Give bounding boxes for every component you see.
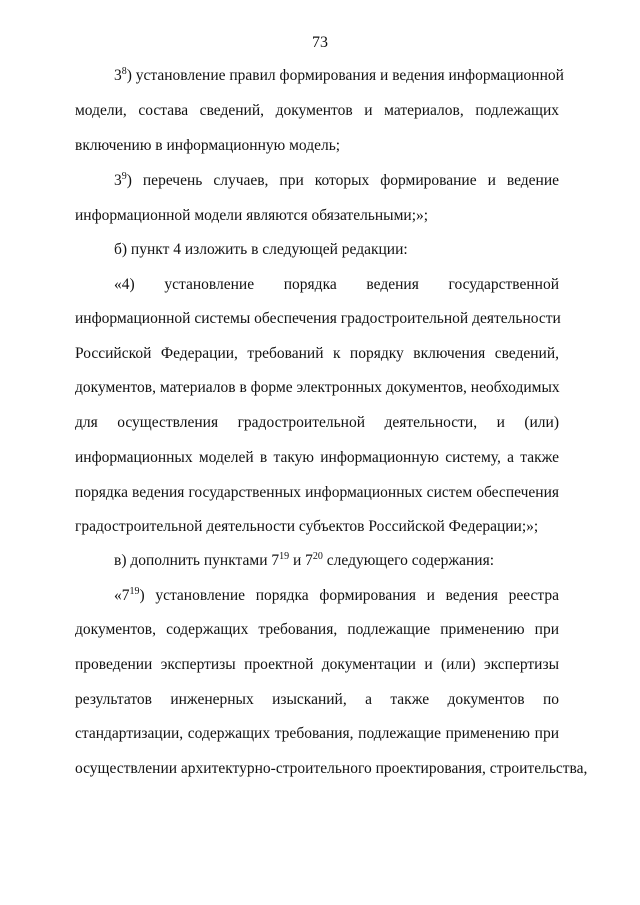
text-line: «$7^{19}$) установление порядка формирования и ведения реестра [114, 586, 559, 604]
text-line: информационной системы обеспечения градостроительной деятельности [75, 310, 561, 327]
text-line: осуществлении архитектурно-строительного проектирования, строительства, [75, 760, 588, 777]
text-line: для осуществления градостроительной деятельности, и (или) [75, 414, 559, 431]
text-line: градостроительной деятельности субъектов Российской Федерации;»; [75, 518, 539, 535]
text-line: Российской Федерации, требований к порядку включения сведений, [75, 345, 559, 362]
text-line: $3^9$) перечень случаев, при которых формирование и ведение [114, 171, 559, 189]
text-line: информационных моделей в такую информационную систему, а также [75, 449, 559, 466]
text-line: модели, состава сведений, документов и материалов, подлежащих [75, 102, 559, 119]
text-line: включению в информационную модель; [75, 137, 341, 154]
text-line: документов, содержащих требования, подлежащие применению при [75, 621, 559, 638]
text-line: в) дополнить пунктами $7^{19}$ и $7^{20}$ следующего содержания: [114, 551, 495, 569]
text-line: порядка ведения государственных информационных систем обеспечения [75, 484, 559, 501]
text-line: стандартизации, содержащих требования, подлежащие применению при [75, 725, 559, 742]
text-line: информационной модели являются обязательными;»; [75, 207, 429, 224]
text-line: $3^8$) установление правил формирования и ведения информационной [114, 66, 564, 84]
text-line: «4) установление порядка ведения государственной [114, 276, 559, 293]
text-line: документов, материалов в форме электронных документов, необходимых [75, 379, 560, 396]
page-number: 73 [312, 34, 328, 51]
text-line: б) пункт 4 изложить в следующей редакции: [114, 241, 408, 258]
text-line: проведении экспертизы проектной документации и (или) экспертизы [75, 656, 559, 673]
text-line: результатов инженерных изысканий, а также документов по [75, 691, 559, 708]
